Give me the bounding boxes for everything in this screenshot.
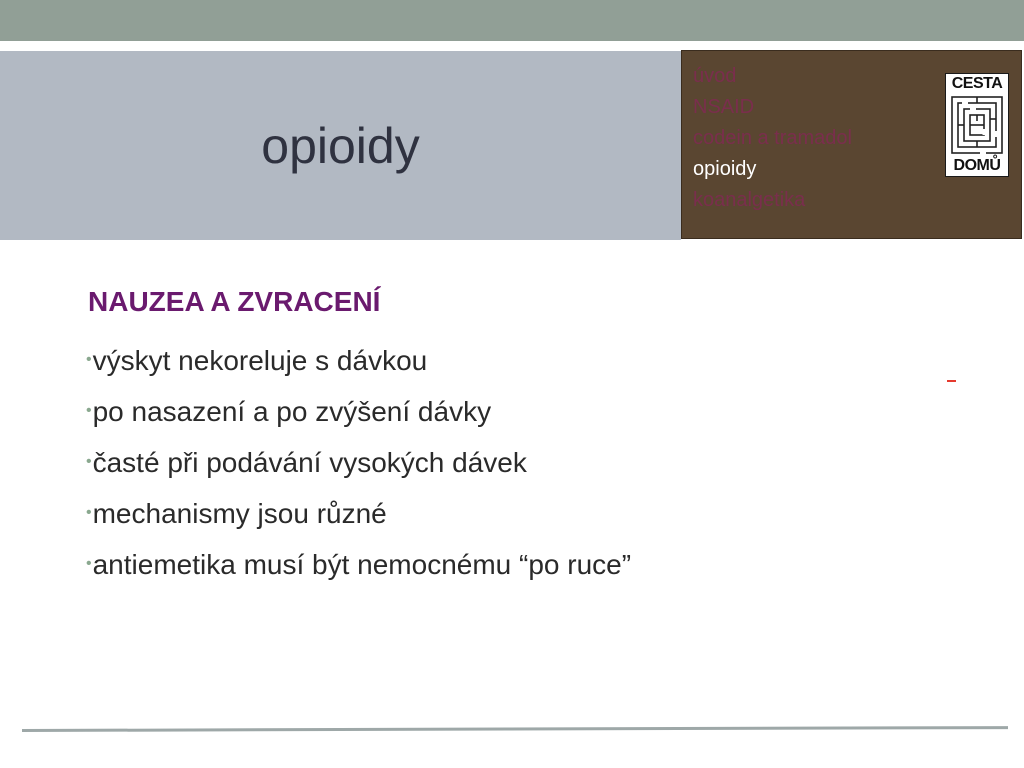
bullet-dot-icon: •	[86, 453, 92, 470]
bullet-item	[88, 386, 888, 437]
section-heading: NAUZEA A ZVRACENÍ	[88, 286, 381, 317]
slide-title: opioidy	[261, 118, 420, 174]
bullet-text: antiemetika musí být nemocnému “po ruce”	[92, 549, 632, 580]
bullet-item	[88, 335, 888, 386]
nav-item-opioidy[interactable]: opioidy	[693, 158, 757, 180]
bullet-text: výskyt nekoreluje s dávkou	[92, 345, 428, 376]
nav-item-uvod[interactable]: úvod	[693, 65, 737, 87]
bullet-item	[88, 539, 888, 590]
bullet-list	[88, 335, 888, 590]
section-nav-panel	[681, 50, 1022, 239]
slide-content	[88, 282, 888, 590]
bullet-text: mechanismy jsou různé	[92, 498, 387, 529]
bullet-item	[88, 437, 888, 488]
logo-top-text: CESTA	[951, 75, 1003, 92]
section-nav-list	[693, 61, 852, 216]
maze-icon	[950, 95, 1004, 155]
cesta-domu-logo	[945, 73, 1009, 177]
top-bar	[0, 0, 1024, 41]
nav-item-codein-a-tramadol[interactable]: codein a tramadol	[693, 127, 852, 149]
bullet-dot-icon: •	[86, 555, 92, 572]
bullet-text: po nasazení a po zvýšení dávky	[92, 396, 492, 427]
bullet-text: časté při podávání vysokých dávek	[92, 447, 527, 478]
bullet-dot-icon: •	[86, 351, 92, 368]
nav-item-koanalgetika[interactable]: koanalgetika	[693, 189, 806, 211]
red-dash-mark	[947, 380, 956, 382]
nav-item-nsaid[interactable]: NSAID	[693, 96, 755, 118]
bullet-dot-icon: •	[86, 402, 92, 419]
bullet-item	[88, 488, 888, 539]
bottom-divider	[22, 726, 1008, 732]
bullet-dot-icon: •	[86, 504, 92, 521]
logo-bottom-text: DOMŮ	[953, 157, 1001, 174]
